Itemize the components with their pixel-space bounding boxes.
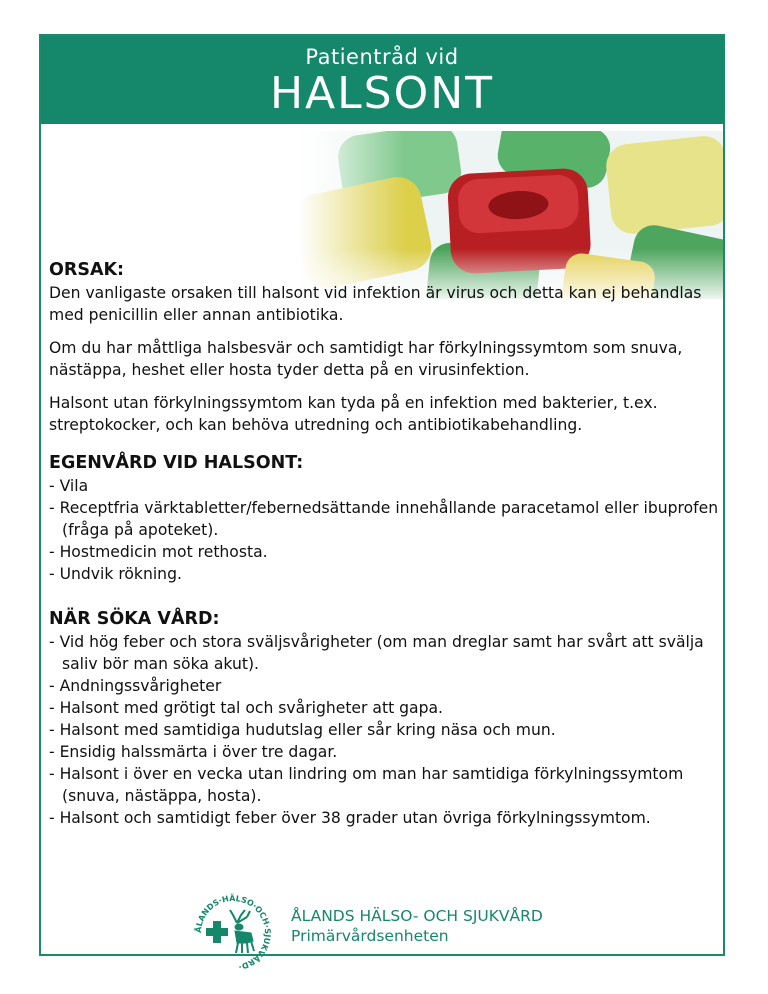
list-naer <box>49 631 719 829</box>
list-item: - Hostmedicin mot rethosta. <box>49 543 268 561</box>
header-title: HALSONT <box>269 68 495 119</box>
list-item: - Undvik rökning. <box>49 565 182 583</box>
list-item: - Halsont och samtidigt feber över 38 grader utan övriga förkylningssymtom. <box>49 809 651 827</box>
footer <box>191 891 591 972</box>
content <box>49 258 719 829</box>
list-egenvard <box>49 475 719 585</box>
list-item: - Receptfria värktabletter/febernedsättande innehållande paracetamol eller ibuprofen (fråga på apoteket). <box>49 499 719 539</box>
organization-seal-logo <box>191 891 275 975</box>
list-item: - Vila <box>49 477 89 495</box>
svg-text:ÅLANDS·HÄLSO·OCH·SJUKVÅRD·: ÅLANDS·HÄLSO·OCH·SJUKVÅRD· <box>193 893 273 972</box>
section-heading-orsak: ORSAK: <box>49 260 125 280</box>
organization-name: ÅLANDS HÄLSO- OCH SJUKVÅRD <box>291 907 543 925</box>
section-heading-naer: NÄR SÖKA VÅRD: <box>49 609 220 629</box>
paragraph: Den vanligaste orsaken till halsont vid infektion är virus och detta kan ej behandlas med penicillin eller annan antibiotika. <box>49 284 702 324</box>
header-subtitle: Patientråd vid <box>305 45 459 69</box>
list-item: - Vid hög feber och stora sväljsvårigheter (om man dreglar samt har svårt att svälja saliv bör man söka akut). <box>49 633 704 673</box>
list-item: - Ensidig halssmärta i över tre dagar. <box>49 743 338 761</box>
list-item: - Halsont med samtidiga hudutslag eller sår kring näsa och mun. <box>49 721 556 739</box>
paragraph: Halsont utan förkylningssymtom kan tyda på en infektion med bakterier, t.ex. streptokocker, och kan behöva utredning och antibiotikabehandling. <box>49 394 658 434</box>
section-heading-egenvard: EGENVÅRD VID HALSONT: <box>49 453 304 473</box>
header-banner <box>41 36 723 124</box>
list-item: - Halsont med grötigt tal och svårigheter att gapa. <box>49 699 444 717</box>
organization-name-block <box>291 906 543 946</box>
organization-unit: Primärvårdsenheten <box>291 927 449 945</box>
paragraph: Om du har måttliga halsbesvär och samtidigt har förkylningssymtom som snuva, nästäppa, heshet eller hosta tyder detta på en virusinfektion. <box>49 339 683 379</box>
list-item: - Andningssvårigheter <box>49 677 222 695</box>
list-item: - Halsont i över en vecka utan lindring om man har samtidiga förkylningssymtom (snuva, nästäppa, hosta). <box>49 765 684 805</box>
page-frame <box>39 34 725 972</box>
